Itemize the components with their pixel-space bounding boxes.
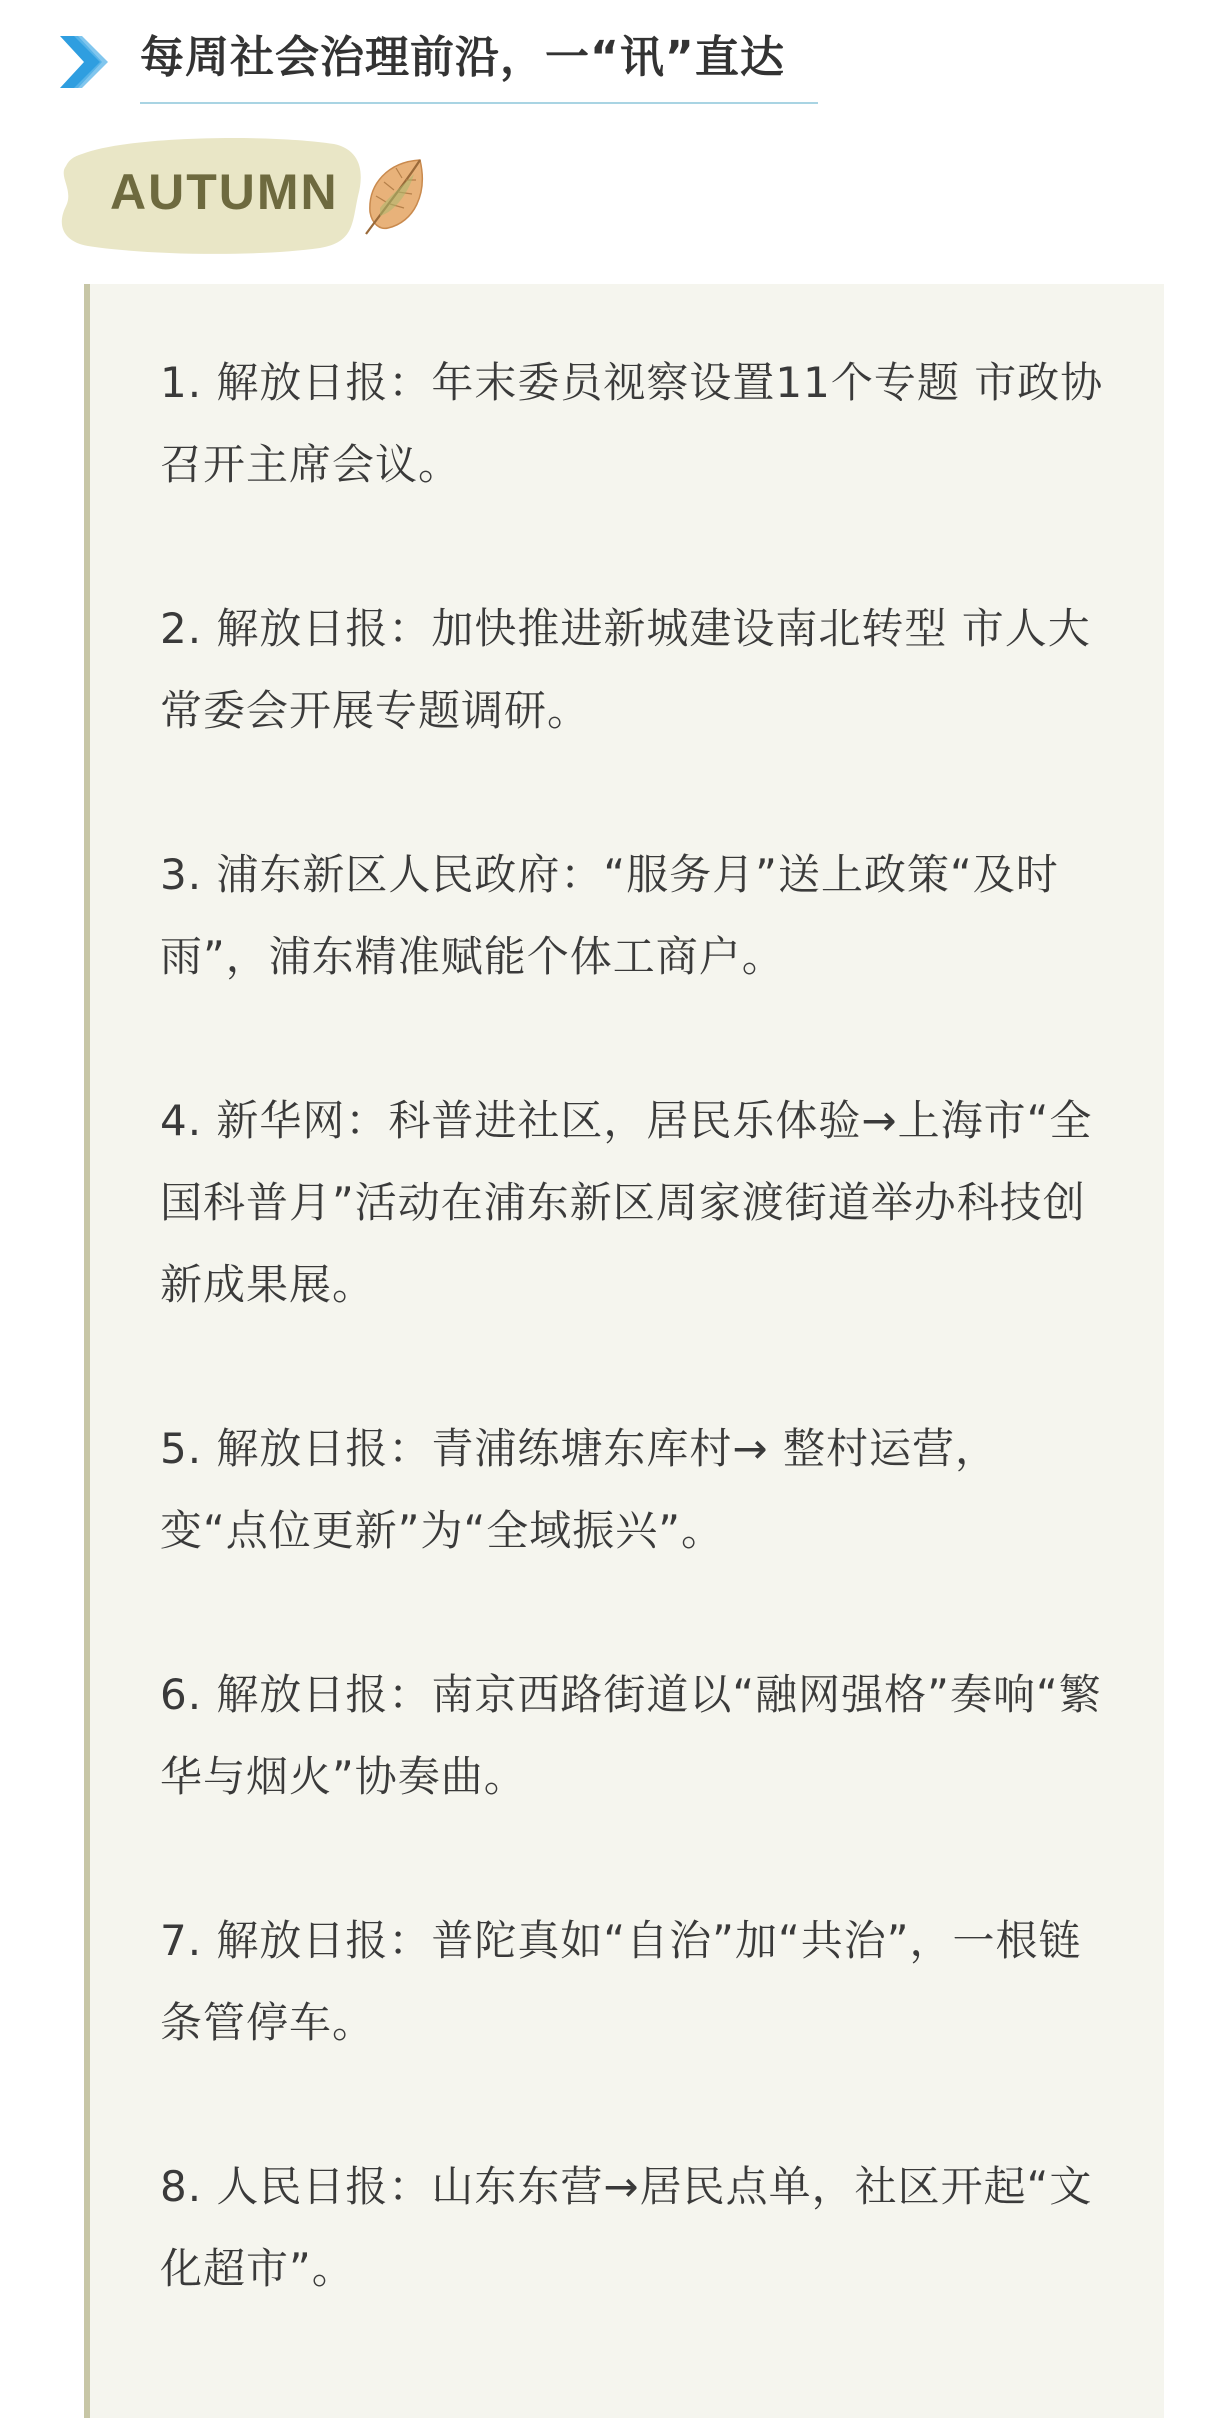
news-item: 6. 解放日报：南京西路街道以“融网强格”奏响“繁华与烟火”协奏曲。 (160, 1670, 1102, 1801)
news-list (90, 284, 1164, 2310)
news-item: 3. 浦东新区人民政府：“服务月”送上政策“及时雨”，浦东精准赋能个体工商户。 (160, 850, 1059, 981)
news-item: 2. 解放日报：加快推进新城建设南北转型 市人大常委会开展专题调研。 (160, 604, 1091, 735)
chevron-right-icon (58, 32, 114, 92)
news-item: 7. 解放日报：普陀真如“自治”加“共治”，一根链条管停车。 (160, 1916, 1082, 2047)
news-panel (84, 284, 1164, 2418)
news-item: 5. 解放日报：青浦练塘东库村→ 整村运营，变“点位更新”为“全域振兴”。 (160, 1424, 998, 1555)
news-item: 1. 解放日报：年末委员视察设置11个专题 市政协召开主席会议。 (160, 358, 1104, 489)
news-item: 4. 新华网：科普进社区，居民乐体验→上海市“全国科普月”活动在浦东新区周家渡街道举办科技创新成果展。 (160, 1096, 1093, 1309)
season-label: AUTUMN (110, 164, 339, 220)
title-underline (140, 102, 818, 104)
leaf-icon (358, 154, 434, 238)
news-item: 8. 人民日报：山东东营→居民点单，社区开起“文化超市”。 (160, 2162, 1093, 2293)
section-header (58, 20, 818, 110)
season-badge (58, 134, 438, 254)
section-title: 每周社会治理前沿，一“讯”直达 (140, 32, 785, 83)
